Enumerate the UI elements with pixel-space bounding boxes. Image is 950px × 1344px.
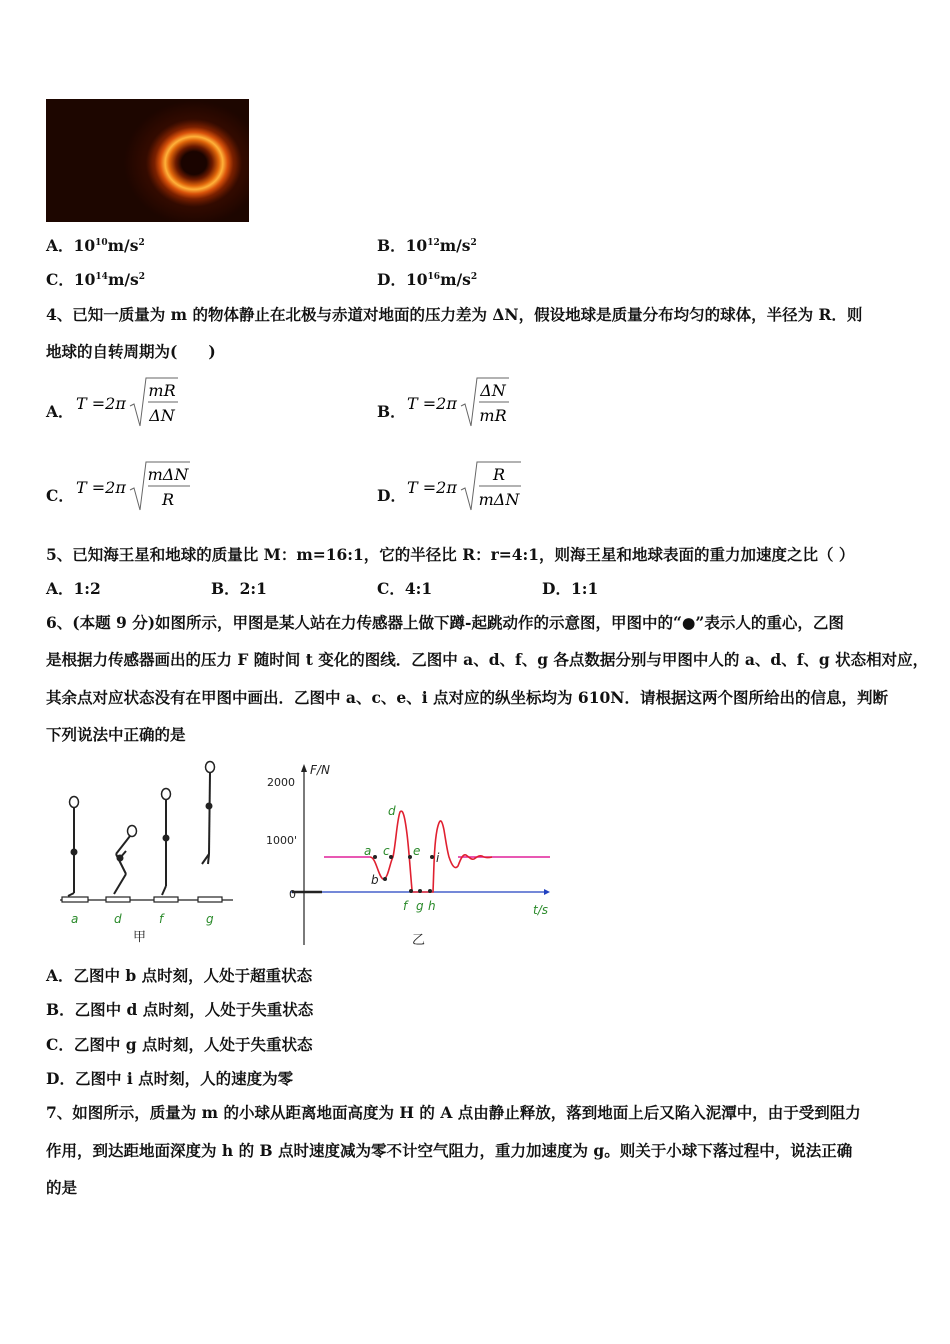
force-sensor-d [106,897,130,902]
q3-option-d[interactable]: D．$10^{16}m/s^2$ [377,270,478,289]
point-label-e: e [413,844,421,858]
q6-option-a[interactable]: A．乙图中 b 点时刻，人处于超重状态 [46,966,313,985]
caption-yi: 乙 [412,933,426,948]
svg-text:ΔN: ΔN [149,406,175,425]
q5-option-b[interactable]: B．2:1 [211,579,267,598]
stick-figure-d [114,826,137,895]
label-g: g [206,912,214,926]
q5-option-c[interactable]: C．4:1 [377,579,433,598]
q6-text-line3: 其余点对应状态没有在甲图中画出．乙图中 a、c、e、i 点对应的纵坐标均为 610N．请根据这两个图所给出的信息，判断 [46,688,888,707]
y-axis-label: F/N [310,763,330,777]
y-tick-2000: 2000 [267,776,295,789]
point-label-d: d [388,804,396,818]
stick-figure-g [202,762,215,865]
q4-option-c-letter[interactable]: C． [46,486,74,505]
q3-option-b[interactable]: B．$10^{12}m/s^2$ [377,236,477,255]
force-sensor-g [198,897,222,902]
stick-figure-f [162,789,171,896]
svg-text:R: R [492,465,506,484]
force-sensor-a [62,897,88,902]
point-label-f: f [403,899,408,913]
q3-option-a[interactable]: A．$10^{10}m/s^2$ [46,236,145,255]
point-label-g: g [416,899,424,913]
q6-option-d[interactable]: D．乙图中 i 点时刻，人的速度为零 [46,1069,294,1088]
q4-text-line1: 4、已知一质量为 m 的物体静止在北极与赤道对地面的压力差为 ΔN，假设地球是质量分布均匀的球体，半径为 R．则 [46,305,863,324]
q5-text-line1: 5、已知海王星和地球的质量比 M：m=16:1，它的半径比 R：r=4:1，则海王星和地球表面的重力加速度之比（ ） [46,545,855,564]
svg-text:mΔN: mΔN [478,490,520,509]
q6-text-line4: 下列说法中正确的是 [46,725,186,744]
caption-jia: 甲 [133,930,147,945]
svg-text:R: R [161,490,175,509]
svg-text:T =2π: T =2π [76,394,126,413]
q7-text-line2: 作用，到达距地面深度为 h 的 B 点时速度减为零不计空气阻力，重力加速度为 g。则关于小球下落过程中，说法正确 [46,1141,853,1160]
stick-figure-a [68,797,79,897]
q5-option-d[interactable]: D．1:1 [542,579,599,598]
q5-option-a[interactable]: A．1:2 [46,579,101,598]
force-sensor-f [154,897,178,902]
q4-option-d-formula [405,458,535,514]
point-label-b: b [371,873,379,887]
figure-jia [58,758,243,948]
svg-text:mΔN: mΔN [147,465,189,484]
point-label-i: i [436,851,440,865]
svg-text:mR: mR [479,406,507,425]
point-label-c: c [383,844,390,858]
svg-text:T =2π: T =2π [407,394,457,413]
q7-text-line1: 7、如图所示，质量为 m 的小球从距离地面高度为 H 的 A 点由静止释放，落到地面上后又陷入泥潭中，由于受到阻力 [46,1103,861,1122]
svg-text:T =2π: T =2π [407,478,457,497]
q4-option-b-formula [405,374,525,430]
q6-text-line1: 6、(本题 9 分)如图所示，甲图是某人站在力传感器上做下蹲-起跳动作的示意图，甲图中的“●”表示人的重心，乙图 [46,613,844,632]
point-label-a: a [364,844,372,858]
q4-text-line2: 地球的自转周期为( ) [46,342,216,361]
q6-option-b[interactable]: B．乙图中 d 点时刻，人处于失重状态 [46,1000,314,1019]
y-tick-1000: 1000' [266,834,298,847]
x-axis-label: t/s [533,903,548,917]
svg-text:T =2π: T =2π [76,478,126,497]
y-tick-0: 0 [289,888,296,901]
svg-text:ΔN: ΔN [480,381,506,400]
q4-option-a-formula [74,374,194,430]
q4-option-c-formula [74,458,204,514]
q6-text-line2: 是根据力传感器画出的压力 F 随时间 t 变化的图线．乙图中 a、d、f、g 各点数据分别与甲图中人的 a、d、f、g 状态相对应， [46,650,929,669]
q6-option-c[interactable]: C．乙图中 g 点时刻，人处于失重状态 [46,1035,313,1054]
q4-option-a-letter[interactable]: A． [46,402,74,421]
q3-option-c[interactable]: C．$10^{14}m/s^2$ [46,270,146,289]
q4-option-b-letter[interactable]: B． [377,402,406,421]
point-label-h: h [428,899,436,913]
svg-text:mR: mR [148,381,176,400]
figure-yi-force-graph [262,758,562,953]
q4-option-d-letter[interactable]: D． [377,486,406,505]
label-f: f [159,912,164,926]
label-d: d [114,912,122,926]
q7-text-line3: 的是 [46,1178,78,1197]
label-a: a [71,912,79,926]
black-hole-image-vignette [46,99,249,222]
